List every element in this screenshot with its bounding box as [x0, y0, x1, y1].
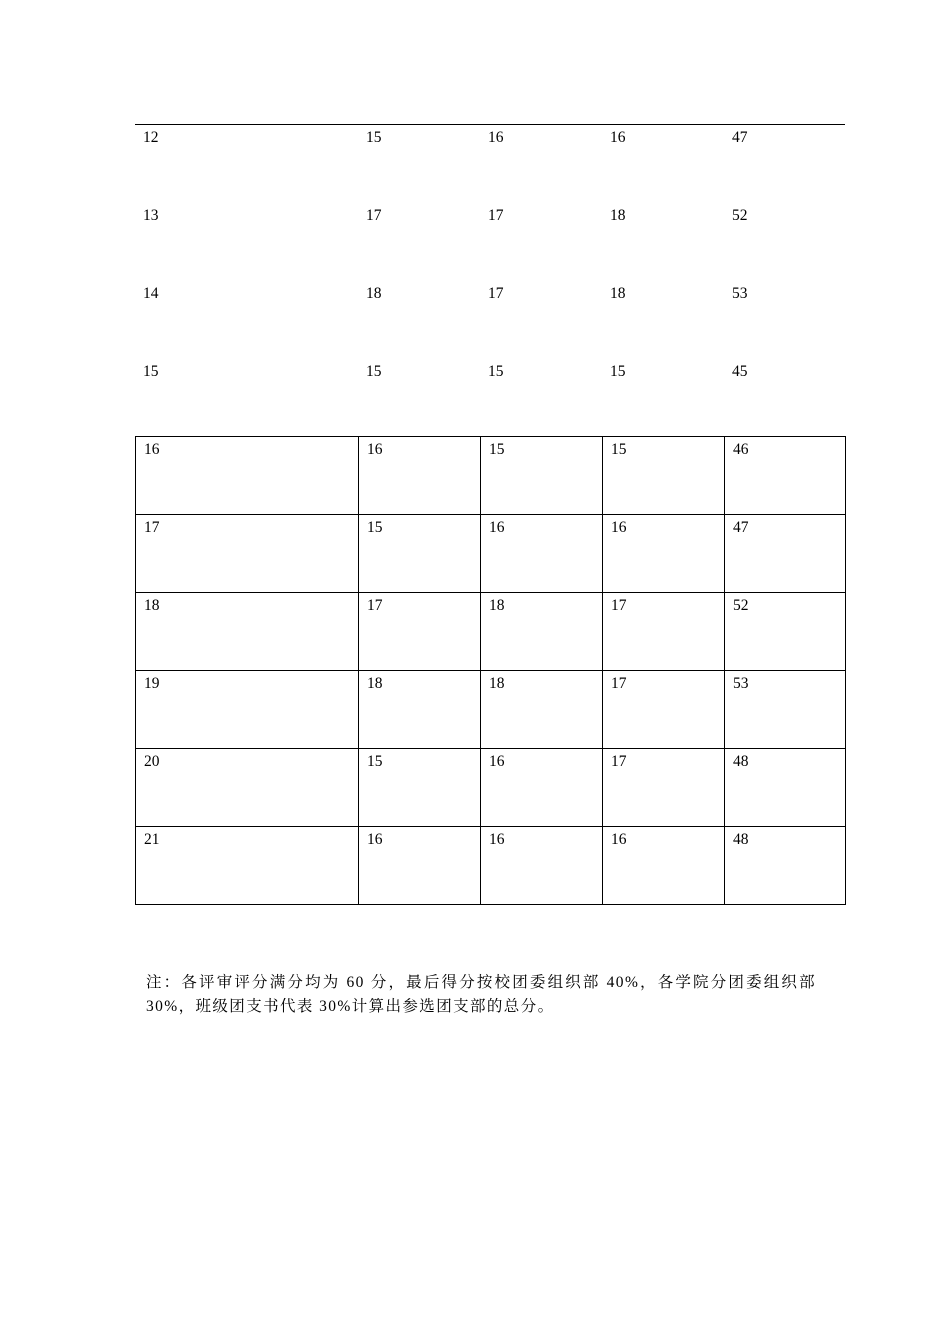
- table-cell: 47: [732, 129, 748, 146]
- table-cell: 16: [481, 749, 603, 827]
- table-cell: 15: [488, 363, 504, 380]
- table-row: [136, 827, 846, 905]
- table-cell: 47: [725, 515, 846, 593]
- table-row: [136, 437, 846, 515]
- table-cell: 18: [610, 285, 626, 302]
- table-cell: 16: [359, 827, 481, 905]
- table-cell: 15: [481, 437, 603, 515]
- table-cell: 15: [359, 749, 481, 827]
- table-row: [136, 593, 846, 671]
- table-cell: 17: [488, 207, 504, 224]
- table-cell: 16: [359, 437, 481, 515]
- table-row: [135, 281, 845, 359]
- table-cell: 15: [603, 437, 725, 515]
- table-row: [136, 671, 846, 749]
- table-cell: 17: [603, 749, 725, 827]
- table-cell: 18: [136, 593, 359, 671]
- table-cell: 16: [481, 515, 603, 593]
- scoring-note: 注：各评审评分满分均为 60 分，最后得分按校团委组织部 40%，各学院分团委组织部 30%，班级团支书代表 30%计算出参选团支部的总分。: [146, 973, 816, 1015]
- table-cell: 15: [143, 363, 159, 380]
- table-cell: 18: [610, 207, 626, 224]
- table-cell: 18: [359, 671, 481, 749]
- table-row: [136, 515, 846, 593]
- table-cell: 53: [725, 671, 846, 749]
- table-cell: 21: [136, 827, 359, 905]
- table-cell: 16: [603, 515, 725, 593]
- table-cell: 12: [143, 129, 159, 146]
- table-cell: 16: [481, 827, 603, 905]
- table-cell: 17: [359, 593, 481, 671]
- table-cell: 17: [488, 285, 504, 302]
- table-row: [136, 749, 846, 827]
- table-cell: 45: [732, 363, 748, 380]
- table-cell: 52: [725, 593, 846, 671]
- table-cell: 46: [725, 437, 846, 515]
- table-cell: 17: [366, 207, 382, 224]
- score-table-bottom: [135, 436, 846, 905]
- table-cell: 15: [366, 363, 382, 380]
- score-table-top: [135, 125, 845, 437]
- table-cell: 17: [603, 671, 725, 749]
- table-cell: 17: [136, 515, 359, 593]
- table-cell: 15: [366, 129, 382, 146]
- table-row: [135, 125, 845, 203]
- table-cell: 53: [732, 285, 748, 302]
- table-cell: 16: [610, 129, 626, 146]
- table-cell: 15: [610, 363, 626, 380]
- table-cell: 20: [136, 749, 359, 827]
- table-cell: 19: [136, 671, 359, 749]
- table-cell: 15: [359, 515, 481, 593]
- table-cell: 48: [725, 827, 846, 905]
- table-cell: 16: [488, 129, 504, 146]
- table-cell: 48: [725, 749, 846, 827]
- table-row: [135, 359, 845, 437]
- table-cell: 14: [143, 285, 159, 302]
- table-cell: 18: [481, 593, 603, 671]
- table-cell: 18: [481, 671, 603, 749]
- table-cell: 13: [143, 207, 159, 224]
- table-cell: 16: [603, 827, 725, 905]
- table-cell: 18: [366, 285, 382, 302]
- table-cell: 17: [603, 593, 725, 671]
- table-cell: 16: [136, 437, 359, 515]
- table-row: [135, 203, 845, 281]
- table-cell: 52: [732, 207, 748, 224]
